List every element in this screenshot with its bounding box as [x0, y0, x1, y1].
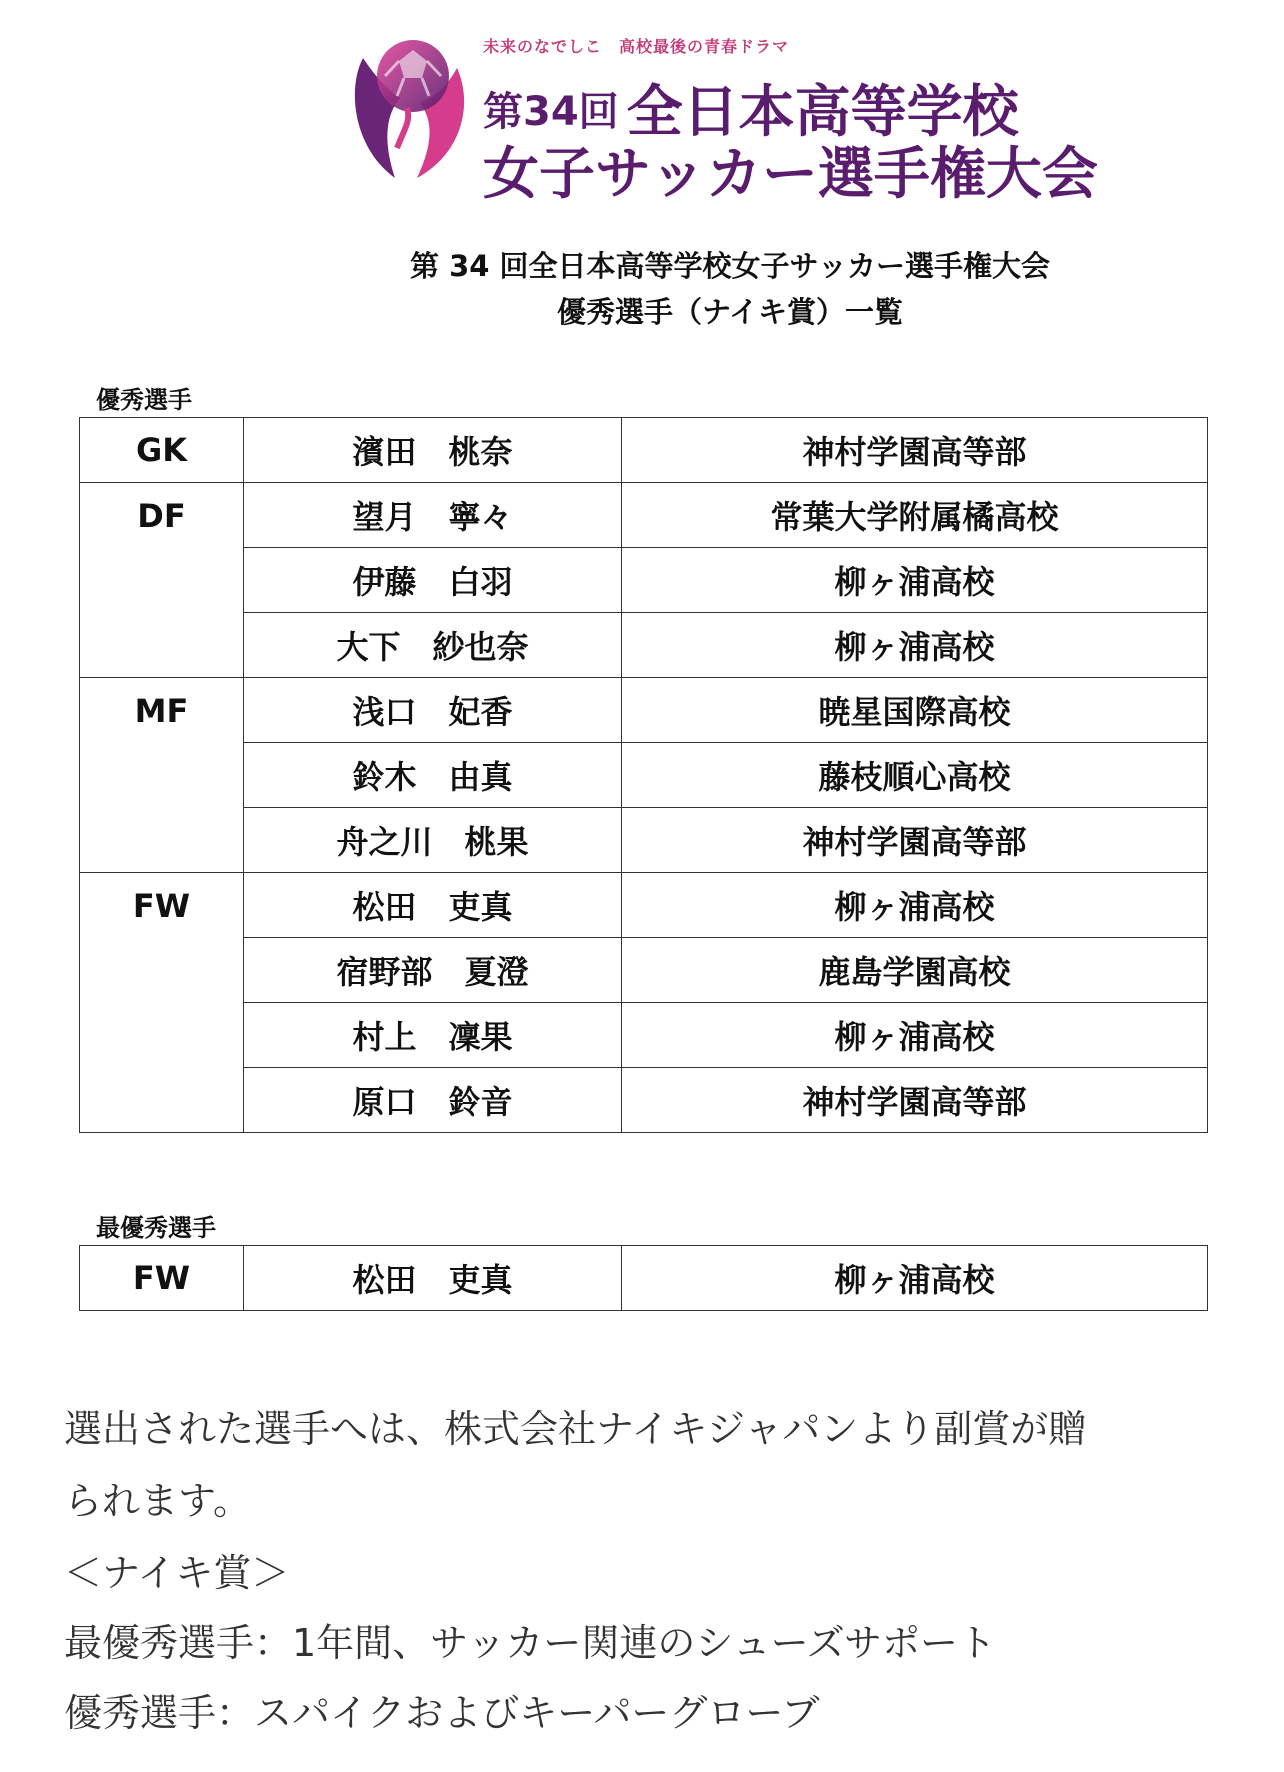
position-cell: FW: [80, 873, 244, 1133]
table-row: [80, 678, 1208, 743]
soccer-ball-flower-logo-icon: [345, 28, 475, 188]
note-line: られます。: [64, 1479, 251, 1523]
player-name-cell: 松田 吏真: [244, 1246, 622, 1311]
table-row: [80, 743, 1208, 808]
note-line: ＜ナイキ賞＞: [64, 1551, 290, 1595]
player-name-cell: 濱田 桃奈: [244, 418, 622, 483]
player-name-cell: 望月 寧々: [244, 483, 622, 548]
mvp-label: 最優秀選手: [96, 1214, 216, 1242]
document-title-line2: 優秀選手（ナイキ賞）一覧: [557, 295, 903, 329]
school-cell: 常葉大学附属橘高校: [622, 483, 1208, 548]
player-name-cell: 舟之川 桃果: [244, 808, 622, 873]
position-cell: GK: [80, 418, 244, 483]
player-name-cell: 宿野部 夏澄: [244, 938, 622, 1003]
school-cell: 柳ヶ浦高校: [622, 1246, 1208, 1311]
school-cell: 神村学園高等部: [622, 1068, 1208, 1133]
table-row: [80, 808, 1208, 873]
player-name-cell: 大下 紗也奈: [244, 613, 622, 678]
school-cell: 暁星国際高校: [622, 678, 1208, 743]
player-name-cell: 原口 鈴音: [244, 1068, 622, 1133]
school-cell: 鹿島学園高校: [622, 938, 1208, 1003]
player-name-cell: 松田 吏真: [244, 873, 622, 938]
logo-tagline: 未来のなでしこ 高校最後の青春ドラマ: [483, 37, 790, 56]
school-cell: 柳ヶ浦高校: [622, 873, 1208, 938]
table-row: [80, 613, 1208, 678]
school-cell: 神村学園高等部: [622, 418, 1208, 483]
table-row: [80, 1003, 1208, 1068]
table-row: [80, 938, 1208, 1003]
document-title-line1: 第 34 回全日本高等学校女子サッカー選手権大会: [410, 249, 1050, 283]
table-row: [80, 483, 1208, 548]
school-cell: 柳ヶ浦高校: [622, 1003, 1208, 1068]
table-row: [80, 1068, 1208, 1133]
logo-name-line2: 女子サッカー選手権大会: [483, 142, 1098, 207]
table-row: [80, 418, 1208, 483]
excellent-players-table: [79, 417, 1208, 1133]
player-name-cell: 鈴木 由真: [244, 743, 622, 808]
school-cell: 柳ヶ浦高校: [622, 548, 1208, 613]
school-cell: 柳ヶ浦高校: [622, 613, 1208, 678]
player-name-cell: 村上 凜果: [244, 1003, 622, 1068]
school-cell: 神村学園高等部: [622, 808, 1208, 873]
logo-name-line1: 全日本高等学校: [626, 80, 1019, 145]
excellent-players-label: 優秀選手: [96, 386, 192, 414]
position-cell: FW: [80, 1246, 244, 1311]
table-row: [80, 873, 1208, 938]
note-line: 選出された選手へは、株式会社ナイキジャパンより副賞が贈: [64, 1407, 1087, 1451]
logo-edition: 第34回: [483, 89, 619, 135]
table-row: [80, 1246, 1208, 1311]
school-cell: 藤枝順心高校: [622, 743, 1208, 808]
player-name-cell: 伊藤 白羽: [244, 548, 622, 613]
player-name-cell: 浅口 妃香: [244, 678, 622, 743]
table-row: [80, 548, 1208, 613]
position-cell: DF: [80, 483, 244, 678]
note-line: 優秀選手：スパイクおよびキーパーグローブ: [64, 1691, 820, 1735]
note-line: 最優秀選手：1年間、サッカー関連のシューズサポート: [64, 1621, 996, 1665]
tournament-logo: [345, 28, 1125, 207]
position-cell: MF: [80, 678, 244, 873]
mvp-table: [79, 1245, 1208, 1311]
